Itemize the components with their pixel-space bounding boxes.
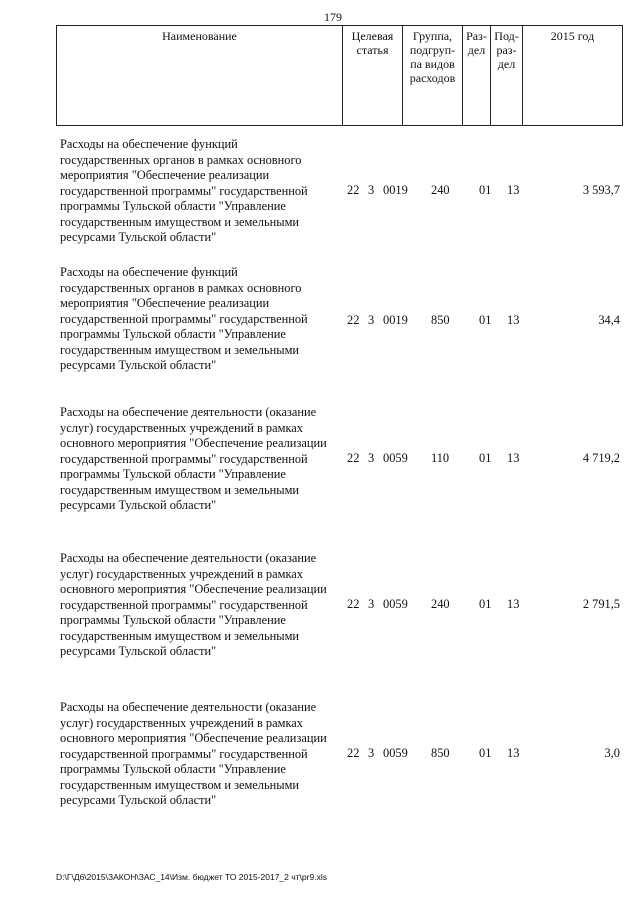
header-year: 2015 год	[523, 26, 623, 126]
amount-2015: 34,4	[598, 313, 620, 327]
target-code: 0059	[383, 451, 408, 465]
amount-2015: 3,0	[604, 746, 620, 760]
section: 01	[479, 313, 492, 327]
expense-group: 850	[431, 313, 450, 327]
target-subprogram: 3	[368, 746, 375, 760]
expense-group: 240	[431, 183, 450, 197]
row-name: Расходы на обеспечение деятельности (оказание услуг) государственных учреждений в рамках основного мероприятия "Обеспечение реализации государственной программы" государственной программы Тульской области "Управление государственным имуществом и земельными ресурсами Тульской области"	[60, 405, 327, 512]
row-name: Расходы на обеспечение деятельности (оказание услуг) государственных учреждений в рамках основного мероприятия "Обеспечение реализации государственной программы" государственной программы Тульской области "Управление государственным имуществом и земельными ресурсами Тульской области"	[60, 700, 327, 807]
target-program: 22	[347, 746, 360, 760]
file-path-footer: D:\Г\Д6\2015\ЗАКОН\ЗАС_14\Изм. бюджет ТО 2015-2017_2 чт\pr9.xls	[56, 872, 327, 882]
subsection: 13	[507, 451, 520, 465]
target-subprogram: 3	[368, 313, 375, 327]
target-code: 0019	[383, 183, 408, 197]
target-program: 22	[347, 183, 360, 197]
target-subprogram: 3	[368, 597, 375, 611]
section: 01	[479, 183, 492, 197]
page-number: 179	[324, 10, 342, 24]
target-subprogram: 3	[368, 451, 375, 465]
section: 01	[479, 451, 492, 465]
target-program: 22	[347, 597, 360, 611]
subsection: 13	[507, 313, 520, 327]
row-name: Расходы на обеспечение деятельности (оказание услуг) государственных учреждений в рамках основного мероприятия "Обеспечение реализации государственной программы" государственной программы Тульской области "Управление государственным имуществом и земельными ресурсами Тульской области"	[60, 551, 327, 658]
header-target-article: Целевая статья	[343, 26, 403, 126]
expense-group: 110	[431, 451, 450, 465]
section: 01	[479, 597, 492, 611]
target-program: 22	[347, 451, 360, 465]
header-section: Раз- дел	[463, 26, 491, 126]
amount-2015: 4 719,2	[582, 451, 620, 465]
subsection: 13	[507, 597, 520, 611]
subsection: 13	[507, 183, 520, 197]
target-code: 0059	[383, 597, 408, 611]
target-code: 0019	[383, 313, 408, 327]
subsection: 13	[507, 746, 520, 760]
row-name: Расходы на обеспечение функций государственных органов в рамках основного мероприятия "Обеспечение реализации государственной программы" государственной программы Тульской области "Управление государственным имуществом и земельными ресурсами Тульской области"	[60, 265, 308, 372]
expense-group: 850	[431, 746, 450, 760]
amount-2015: 3 593,7	[582, 183, 620, 197]
target-code: 0059	[383, 746, 408, 760]
table-header	[56, 25, 623, 126]
target-subprogram: 3	[368, 183, 375, 197]
target-program: 22	[347, 313, 360, 327]
section: 01	[479, 746, 492, 760]
row-name: Расходы на обеспечение функций государственных органов в рамках основного мероприятия "Обеспечение реализации государственной программы" государственной программы Тульской области "Управление государственным имуществом и земельными ресурсами Тульской области"	[60, 137, 308, 244]
expense-group: 240	[431, 597, 450, 611]
header-subsection: Под- раз- дел	[491, 26, 523, 126]
header-name: Наименование	[57, 26, 343, 126]
amount-2015: 2 791,5	[582, 597, 620, 611]
header-expense-group: Группа, подгруп- па видов расходов	[403, 26, 463, 126]
